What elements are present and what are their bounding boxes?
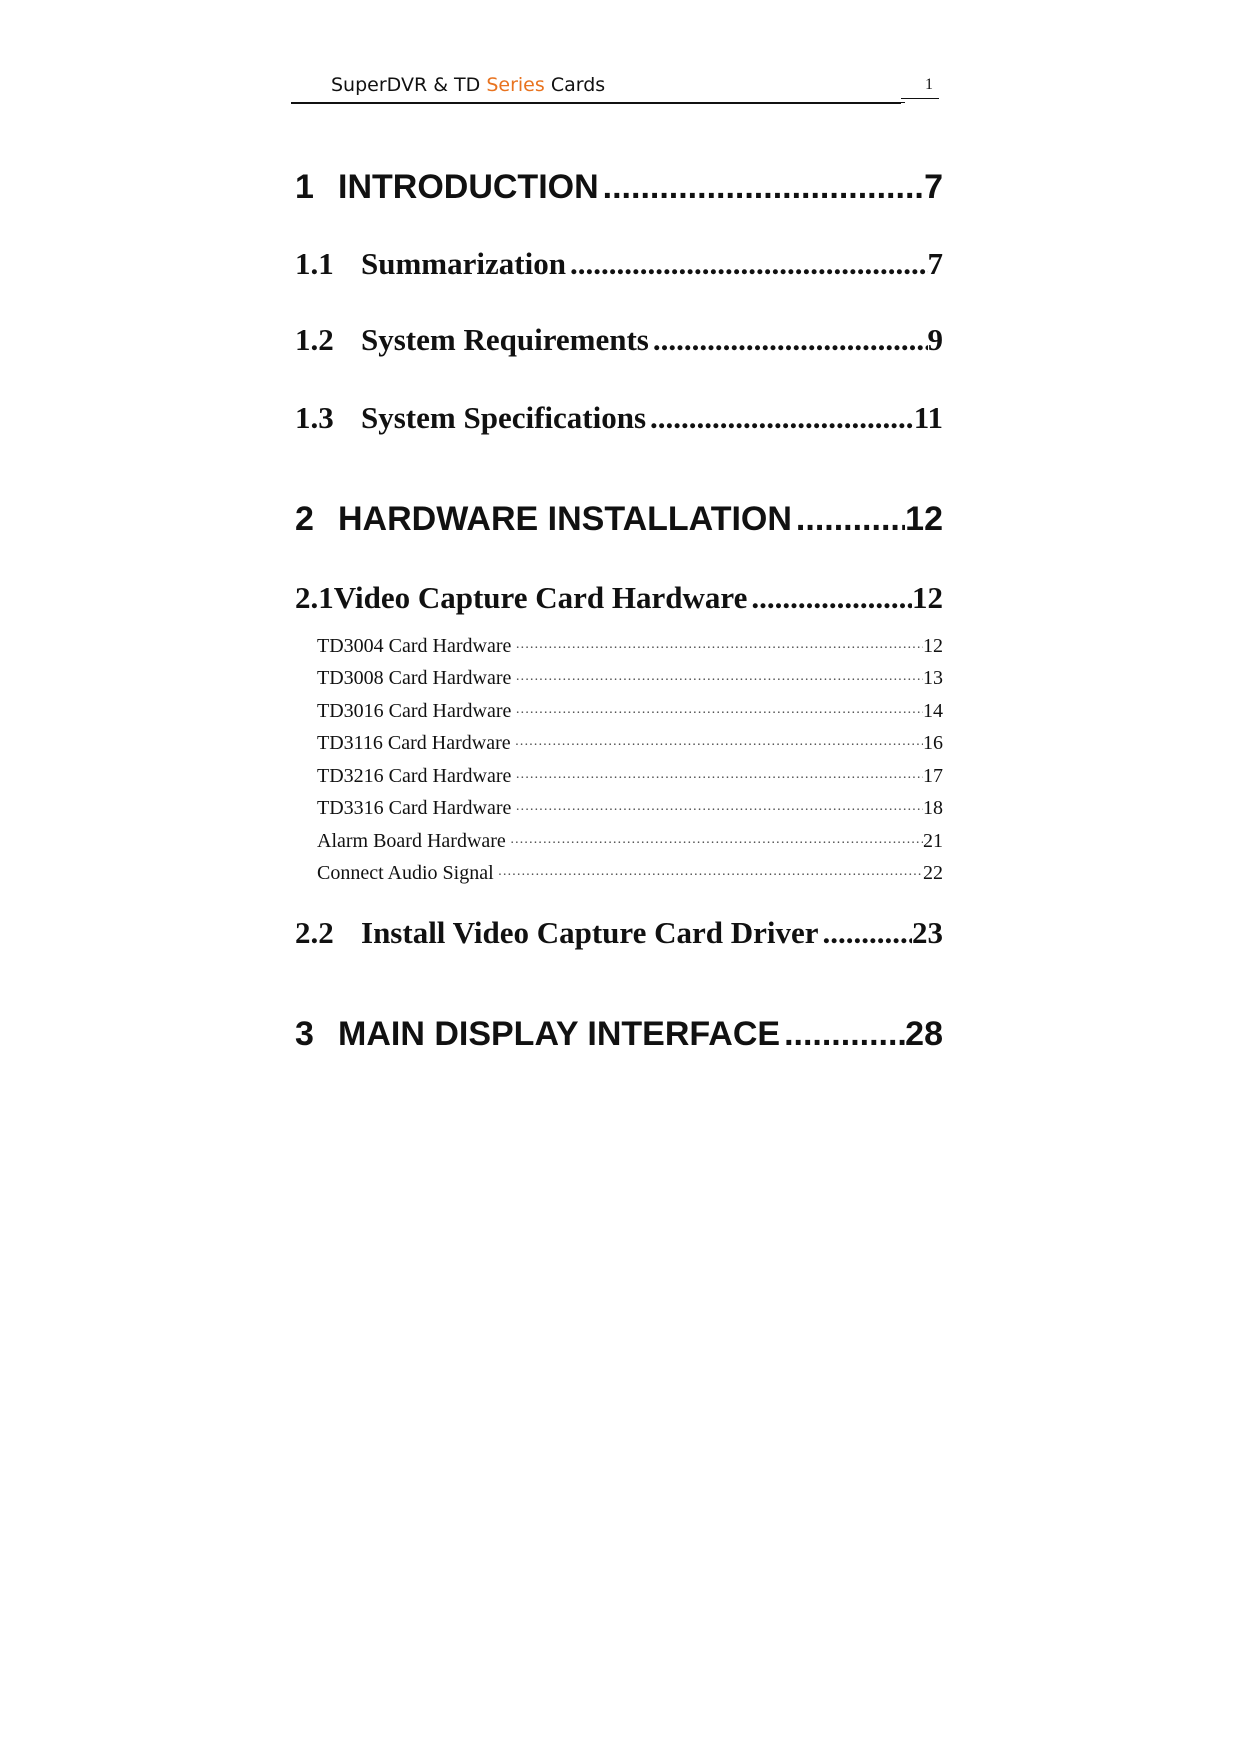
toc-subsection[interactable]: [317, 635, 943, 661]
toc-subsection[interactable]: [317, 765, 943, 791]
toc-chapter-introduction[interactable]: [295, 168, 943, 212]
toc-page: 22: [923, 862, 943, 884]
toc-page: 12: [905, 500, 943, 538]
toc-title: MAIN DISPLAY INTERFACE: [338, 1015, 781, 1053]
toc-leader: [511, 641, 923, 657]
toc-leader: [792, 500, 905, 539]
toc-chapter-hardware-installation[interactable]: [295, 500, 943, 544]
page-header: [291, 72, 939, 106]
toc-page: 14: [923, 700, 943, 722]
toc-title: Install Video Capture Card Driver: [361, 915, 819, 950]
toc-page: 12: [923, 635, 943, 657]
toc-leader: [566, 246, 928, 282]
toc-title: Video Capture Card Hardware: [333, 580, 748, 615]
toc-page: 16: [923, 732, 943, 754]
toc-title: TD3004 Card Hardware: [317, 635, 512, 657]
toc-subsection[interactable]: [317, 700, 943, 726]
toc-page: 7: [924, 168, 943, 206]
toc-title: TD3008 Card Hardware: [317, 667, 512, 689]
toc-section-install-driver[interactable]: [295, 915, 943, 955]
toc-number: 1.3: [295, 400, 334, 435]
header-title: [331, 74, 605, 96]
toc-subsection[interactable]: [317, 667, 943, 693]
toc-leader: [511, 803, 923, 819]
toc-section-video-capture-card-hardware[interactable]: [295, 580, 943, 620]
toc-page: 21: [923, 830, 943, 852]
toc-title: System Requirements: [361, 322, 649, 357]
toc-leader: [649, 322, 928, 358]
toc-leader: [494, 868, 923, 884]
toc-leader: [599, 168, 924, 207]
header-rule-gap-mark: [895, 102, 905, 103]
toc-page: 18: [923, 797, 943, 819]
toc-title: INTRODUCTION: [338, 168, 599, 206]
toc-title: TD3316 Card Hardware: [317, 797, 512, 819]
toc-title: TD3216 Card Hardware: [317, 765, 512, 787]
header-title-part3: Cards: [544, 74, 606, 96]
toc-leader: [747, 580, 912, 616]
header-page-underline: [901, 98, 939, 99]
header-title-accent: Series: [486, 74, 545, 96]
header-title-part1: SuperDVR & TD: [331, 74, 487, 96]
toc-number: 3: [295, 1015, 314, 1053]
toc-page: 28: [905, 1015, 943, 1053]
toc-leader: [511, 771, 923, 787]
toc-page: 23: [912, 915, 943, 950]
toc-chapter-main-display-interface[interactable]: [295, 1015, 943, 1059]
toc-leader: [511, 738, 923, 754]
toc-leader: [819, 915, 912, 951]
toc-title: Summarization: [361, 246, 566, 281]
toc-subsection[interactable]: [317, 830, 943, 856]
toc-subsection[interactable]: [317, 797, 943, 823]
toc-page: 11: [913, 400, 943, 435]
toc-number: 1: [295, 168, 314, 206]
header-page-number: 1: [925, 76, 933, 93]
toc-title: HARDWARE INSTALLATION: [338, 500, 792, 538]
toc-leader: [511, 706, 923, 722]
toc-section-summarization[interactable]: [295, 246, 943, 286]
toc-subsection[interactable]: [317, 732, 943, 758]
toc-leader: [780, 1015, 905, 1054]
toc-page: 7: [927, 246, 943, 281]
toc-number: 1.1: [295, 246, 334, 281]
toc-title: Connect Audio Signal: [317, 862, 494, 884]
toc-page: 12: [912, 580, 943, 615]
toc-section-system-requirements[interactable]: [295, 322, 943, 362]
toc-leader: [646, 400, 914, 436]
toc-title: System Specifications: [361, 400, 647, 435]
toc-number: 2.2: [295, 915, 334, 950]
toc-title: Alarm Board Hardware: [317, 830, 506, 852]
toc-page: 17: [923, 765, 943, 787]
toc-leader: [506, 836, 923, 852]
toc-number: 1.2: [295, 322, 334, 357]
toc-title: TD3016 Card Hardware: [317, 700, 512, 722]
toc-number: 2.1: [295, 580, 334, 615]
toc-title: TD3116 Card Hardware: [317, 732, 511, 754]
toc-subsection[interactable]: [317, 862, 943, 888]
toc-page: 9: [927, 322, 943, 357]
header-rule: [291, 102, 901, 104]
toc-leader: [511, 673, 923, 689]
toc-number: 2: [295, 500, 314, 538]
toc-section-system-specifications[interactable]: [295, 400, 943, 440]
toc-page: 13: [923, 667, 943, 689]
